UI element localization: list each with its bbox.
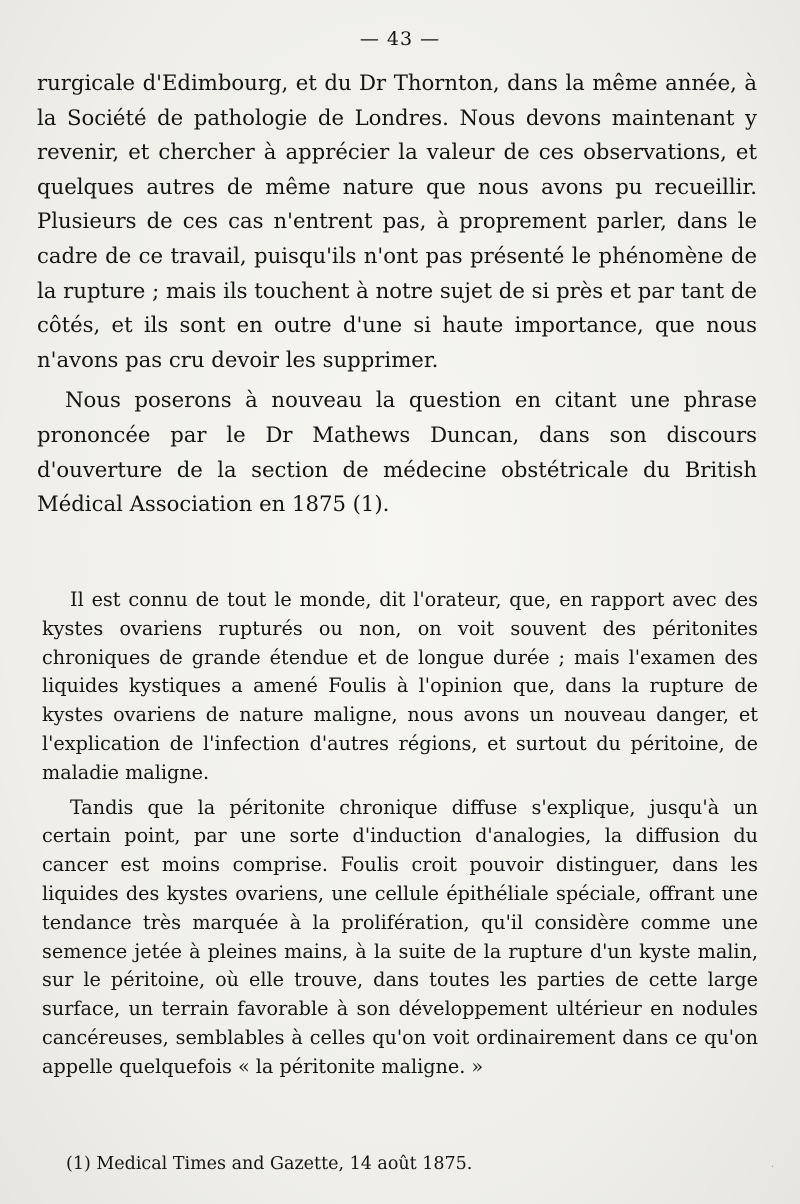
scan-artifact: ·: [770, 1162, 774, 1173]
quote-paragraph: Il est connu de tout le monde, dit l'orateur, que, en rapport avec des kystes ovariens rupturés ou non, on voit souvent des péritonites chroniques de grande étendue et de longue durée ; mais l'examen des liquides kystiques a amené Foulis à l'opinion que, dans la rupture de kystes ovariens de nature maligne, nous avons un nouveau danger, et l'explication de l'infection d'autres régions, et surtout du péritoine, de maladie maligne.: [42, 588, 758, 784]
paragraph: rurgicale d'Edimbourg, et du Dr Thornton, dans la même année, à la Société de pathologie de Londres. Nous devons maintenant y revenir, et chercher à apprécier la valeur de ces observations, et quelques autres de même nature que nous avons pu recueillir. Plusieurs de ces cas n'entrent pas, à proprement parler, dans le cadre de ce travail, puisqu'ils n'ont pas présenté le phénomène de la rupture ; mais ils touchent à notre sujet de si près et par tant de côtés, et ils sont en outre d'une si haute importance, que nous n'avons pas cru devoir les supprimer.: [37, 70, 757, 372]
page-number: — 43 —: [359, 28, 441, 50]
footnote: (1) Medical Times and Gazette, 14 août 1875.: [66, 1154, 473, 1174]
quoted-passage: [42, 586, 758, 1082]
section-divider: [300, 560, 500, 561]
main-text: [37, 66, 757, 522]
quote-paragraph: Tandis que la péritonite chronique diffuse s'explique, jusqu'à un certain point, par une sorte d'induction d'analogies, la diffusion du cancer est moins comprise. Foulis croit pouvoir distinguer, dans les liquides des kystes ovariens, une cellule épithéliale spéciale, offrant une tendance très marquée à la prolifération, qu'il considère comme une semence jetée à pleines mains, à la suite de la rupture d'un kyste malin, sur le péritoine, où elle trouve, dans toutes les parties de cette large surface, un terrain favorable à son développement ultérieur en nodules cancéreuses, semblables à celles qu'on voit ordinairement dans ce qu'on appelle quelquefois « la péritonite maligne. »: [42, 795, 758, 1078]
paragraph: Nous poserons à nouveau la question en citant une phrase prononcée par le Dr Mathews Duncan, dans son discours d'ouverture de la section de médecine obstétricale du British Médical Association en 1875 (1).: [37, 387, 757, 517]
